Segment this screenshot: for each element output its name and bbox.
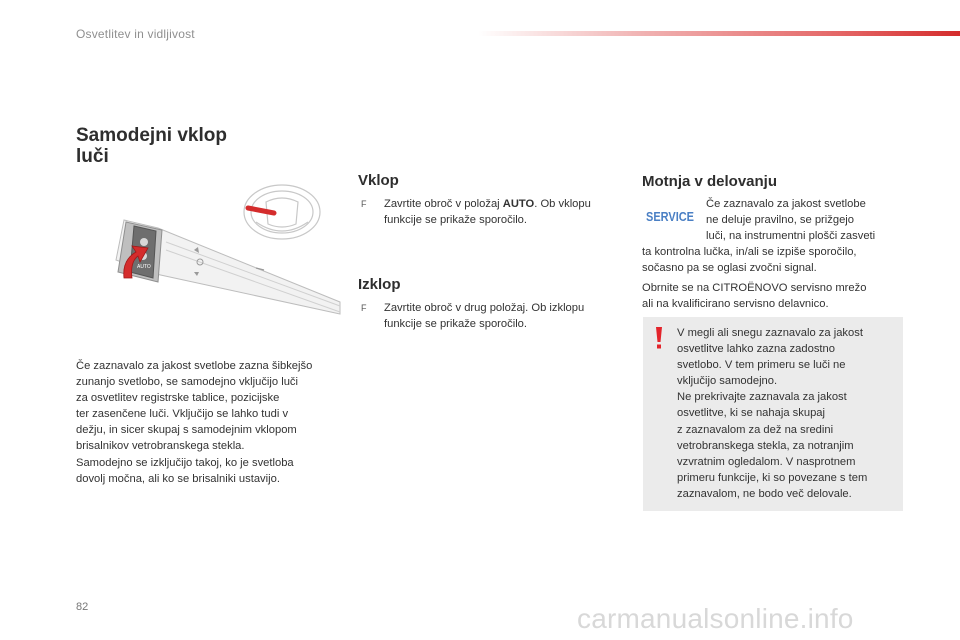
- warning-line: svetlobo. V tem primeru se luči ne: [677, 359, 846, 372]
- vklop-heading: Vklop: [358, 172, 399, 189]
- intro-line: Samodejno se izključijo takoj, ko je svetloba: [76, 456, 294, 469]
- steering-wheel-icon: [244, 185, 320, 239]
- motnja-line: ne deluje pravilno, se prižgejo: [706, 214, 855, 227]
- vklop-line-2: funkcije se prikaže sporočilo.: [384, 214, 528, 227]
- motnja-line: Če zaznavalo za jakost svetlobe: [706, 198, 866, 210]
- izklop-line-2: funkcije se prikaže sporočilo.: [384, 318, 528, 331]
- section-title-line-1: Samodejni vklop: [76, 125, 227, 146]
- motnja-line: sočasno pa se oglasi zvočni signal.: [642, 262, 817, 275]
- warning-line: osvetlitve, ki se nahaja skupaj: [677, 407, 826, 420]
- motnja-heading: Motnja v delovanju: [642, 173, 778, 190]
- page-number: 82: [76, 601, 89, 613]
- izklop-line-1: Zavrtite obroč v drug položaj. Ob izklopu: [384, 302, 585, 314]
- warning-text: [677, 325, 897, 502]
- motnja-paragraph-1-cont: [642, 244, 902, 276]
- izklop-instruction: [361, 300, 644, 332]
- motnja-line: luči, na instrumentni plošči zasveti: [706, 230, 876, 243]
- warning-line: Ne prekrivajte zaznavala za jakost: [677, 391, 847, 404]
- intro-line: dežju, in sicer skupaj s samodejnim vklopom: [76, 424, 297, 437]
- highlight-marker: [248, 208, 274, 213]
- section-title: [76, 125, 296, 167]
- intro-line: zunanjo svetlobo, se samodejno vključijo luči: [76, 376, 299, 389]
- warning-line: primeru funkcije, ki so povezane s tem: [677, 471, 868, 484]
- vklop-line-1: Zavrtite obroč v položaj AUTO. Ob vklopu: [384, 198, 591, 210]
- chapter-title: Osvetlitev in vidljivost: [76, 27, 195, 41]
- intro-line: ter zasenčene luči. Vključijo se lahko tudi v: [76, 408, 289, 421]
- warning-line: zaznavalom, ne bodo več delovale.: [677, 487, 852, 500]
- service-logo-text: SERVICE: [646, 209, 695, 224]
- auto-switch-label: AUTO: [137, 264, 151, 270]
- vklop-instruction: [361, 196, 644, 228]
- stalk-icon: [116, 220, 340, 314]
- warning-line: vzvratnim ogledalom. V nasprotnem: [677, 455, 856, 468]
- warning-line: osvetlitve lahko zazna zadostno: [677, 343, 835, 356]
- intro-line: za osvetlitev registrske tablice, pozicijske: [76, 392, 280, 405]
- warning-line: V megli ali snegu zaznavalo za jakost: [677, 327, 863, 339]
- intro-line: dovolj močna, ali ko se brisalniki ustavijo.: [76, 472, 280, 485]
- bullet-icon: F: [361, 303, 367, 313]
- intro-line: brisalnikov vetrobranskega stekla.: [76, 440, 245, 453]
- intro-line: Če zaznavalo za jakost svetlobe zazna šibkejšo: [76, 360, 313, 372]
- intro-paragraph: [76, 358, 346, 487]
- section-title-line-2: luči: [76, 146, 109, 167]
- watermark: carmanualsonline.info: [577, 603, 854, 634]
- motnja-line: Obrnite se na CITROËNOVO servisno mrežo: [642, 282, 867, 294]
- motnja-line: ali na kvalificirano servisno delavnico.: [642, 298, 829, 311]
- light-switch-illustration: [96, 182, 342, 324]
- motnja-line: ta kontrolna lučka, in/ali se izpiše sporočilo,: [642, 246, 857, 258]
- service-warning-icon: [645, 205, 695, 227]
- motnja-paragraph-1: [706, 196, 906, 244]
- header-accent-bar: [478, 31, 960, 36]
- motnja-paragraph-2: [642, 280, 902, 312]
- bullet-icon: F: [361, 199, 367, 209]
- exclamation-icon: [652, 326, 666, 350]
- warning-line: vetrobranskega stekla, za notranjim: [677, 439, 854, 452]
- warning-line: z zaznavalom za dež na sredini: [677, 423, 834, 436]
- auto-position-label: AUTO: [502, 198, 535, 210]
- izklop-heading: Izklop: [358, 276, 401, 293]
- warning-line: vključijo samodejno.: [677, 375, 778, 388]
